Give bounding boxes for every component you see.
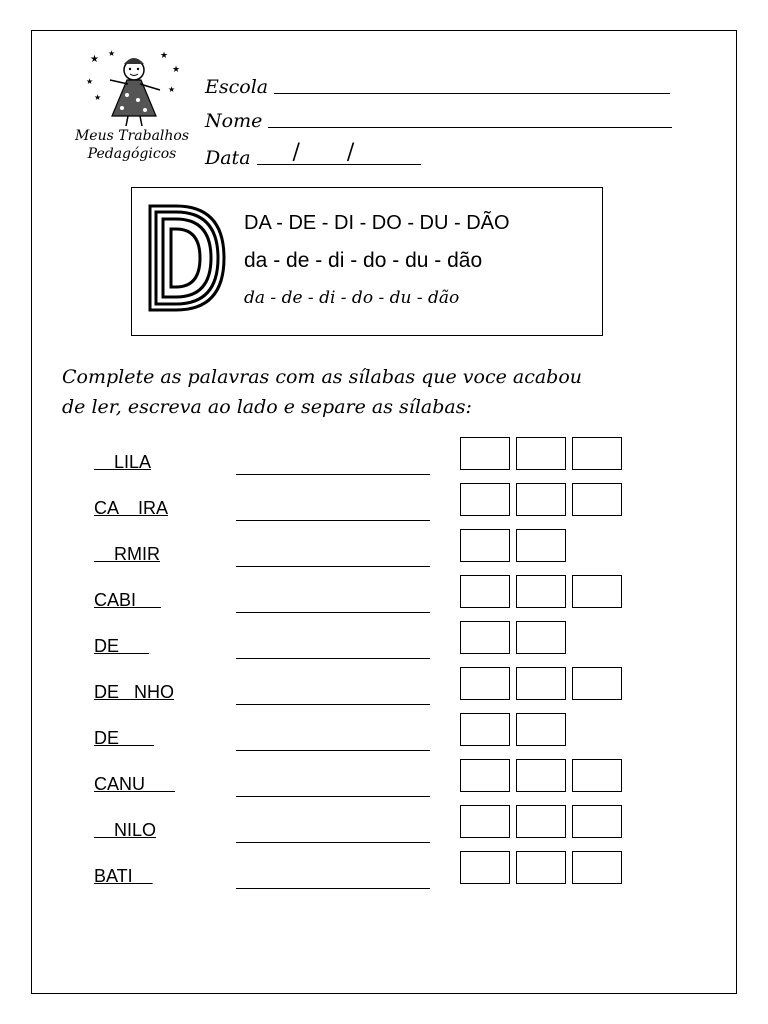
svg-text:★: ★	[86, 77, 94, 86]
answer-line[interactable]	[236, 796, 430, 797]
letter-d-icon	[146, 202, 228, 314]
syllable-cell[interactable]	[516, 483, 566, 516]
answer-line[interactable]	[236, 520, 430, 521]
svg-text:★: ★	[90, 54, 99, 65]
syllable-cell[interactable]	[516, 713, 566, 746]
syllable-cell[interactable]	[572, 437, 622, 470]
syllables-lowercase: da - de - di - do - du - dão	[244, 249, 483, 272]
exercise-word: RMIR	[94, 544, 160, 564]
exercise-word: DE NHO	[94, 682, 175, 702]
syllable-cell[interactable]	[516, 437, 566, 470]
syllable-cell[interactable]	[572, 575, 622, 608]
syllable-cell[interactable]	[460, 713, 510, 746]
syllables-uppercase: DA - DE - DI - DO - DU - DÃO	[244, 212, 510, 234]
logo-text-line2: Pedagógicos	[87, 146, 177, 162]
svg-text:★: ★	[160, 50, 169, 60]
answer-line[interactable]	[236, 750, 430, 751]
answer-line[interactable]	[236, 888, 430, 889]
syllable-cell[interactable]	[460, 483, 510, 516]
syllable-boxes	[460, 851, 622, 884]
syllable-boxes	[460, 759, 622, 792]
exercise-word: DE	[94, 728, 155, 748]
date-line[interactable]	[257, 142, 421, 165]
syllable-cell[interactable]	[516, 759, 566, 792]
exercise-word: CANU	[94, 774, 176, 794]
syllable-boxes	[460, 483, 622, 516]
syllable-box	[131, 187, 603, 336]
answer-line[interactable]	[236, 842, 430, 843]
syllable-cell[interactable]	[460, 667, 510, 700]
syllable-boxes	[460, 437, 622, 470]
syllable-boxes	[460, 621, 566, 654]
exercise-word: NILO	[94, 820, 157, 840]
syllables-cursive: da - de - di - do - du - dão	[244, 288, 460, 308]
syllable-cell[interactable]	[572, 851, 622, 884]
school-field[interactable]	[205, 76, 670, 98]
date-label: Data	[205, 147, 251, 169]
answer-line[interactable]	[236, 658, 430, 659]
svg-text:★: ★	[94, 93, 102, 102]
syllable-boxes	[460, 575, 622, 608]
syllable-cell[interactable]	[460, 851, 510, 884]
exercise-word: CABI	[94, 590, 162, 610]
syllable-cell[interactable]	[516, 529, 566, 562]
date-field[interactable]	[205, 142, 421, 169]
syllable-cell[interactable]	[516, 621, 566, 654]
exercise-word: BATI	[94, 866, 153, 886]
syllable-cell[interactable]	[516, 805, 566, 838]
syllable-boxes	[460, 529, 566, 562]
exercise-word: CA IRA	[94, 498, 169, 518]
syllable-cell[interactable]	[460, 621, 510, 654]
svg-text:★: ★	[108, 50, 116, 58]
syllable-cell[interactable]	[572, 759, 622, 792]
syllable-cell[interactable]	[516, 575, 566, 608]
syllable-cell[interactable]	[572, 483, 622, 516]
instruction-line-1: Complete as palavras com as sílabas que voce acabou	[62, 366, 583, 388]
school-line[interactable]	[274, 92, 670, 94]
syllable-boxes	[460, 805, 622, 838]
school-label: Escola	[205, 76, 269, 98]
syllable-cell[interactable]	[572, 667, 622, 700]
syllable-cell[interactable]	[460, 805, 510, 838]
answer-line[interactable]	[236, 474, 430, 475]
exercise-word: DE	[94, 636, 150, 656]
answer-line[interactable]	[236, 704, 430, 705]
girl-illustration-icon	[82, 50, 182, 128]
answer-line[interactable]	[236, 612, 430, 613]
syllable-cell[interactable]	[572, 805, 622, 838]
answer-line[interactable]	[236, 566, 430, 567]
syllable-cell[interactable]	[460, 575, 510, 608]
logo-text-line1: Meus Trabalhos	[74, 128, 190, 144]
name-label: Nome	[205, 110, 263, 132]
syllable-cell[interactable]	[460, 759, 510, 792]
name-line[interactable]	[268, 126, 672, 128]
syllable-boxes	[460, 667, 622, 700]
instruction-line-2: de ler, escreva ao lado e separe as sílabas:	[62, 396, 472, 418]
syllable-boxes	[460, 713, 566, 746]
syllable-cell[interactable]	[516, 667, 566, 700]
svg-text:★: ★	[168, 85, 176, 94]
svg-text:★: ★	[172, 64, 181, 74]
logo	[62, 50, 202, 170]
syllable-cell[interactable]	[516, 851, 566, 884]
syllable-cell[interactable]	[460, 437, 510, 470]
exercise-word: LILA	[94, 452, 152, 472]
date-slashes: / /	[292, 140, 355, 165]
syllable-cell[interactable]	[460, 529, 510, 562]
name-field[interactable]	[205, 110, 672, 132]
